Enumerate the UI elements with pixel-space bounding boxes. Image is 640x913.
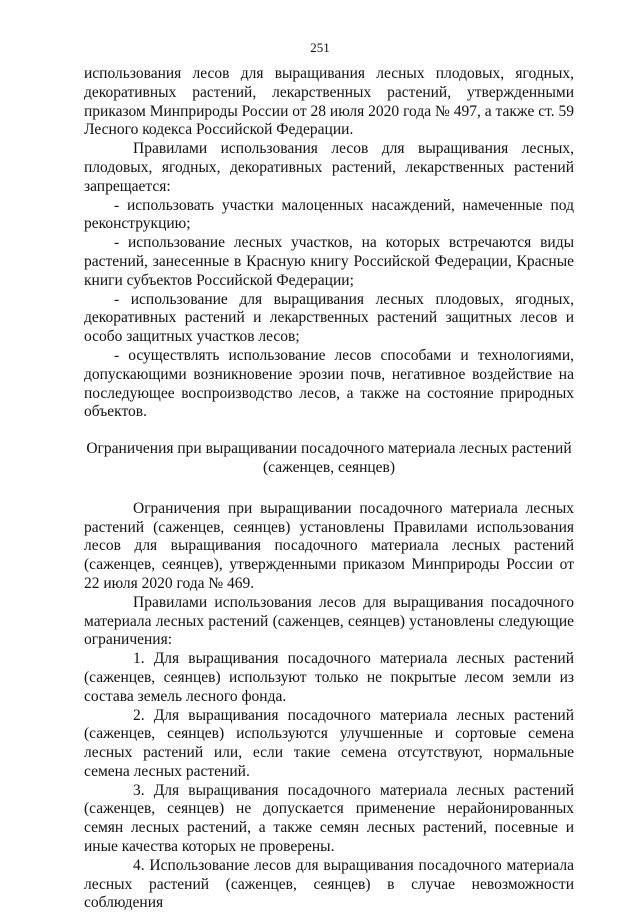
list-item: - использование для выращивания лесных плодовых, ягодных, декоративных растений и лекарственных растений защитных лесов и особо защитных участков лесов; — [84, 290, 574, 346]
paragraph-restrictions-list-intro: Правилами использования лесов для выращивания посадочного материала лесных растений (саженцев, сеянцев) установлены следующие ограничения: — [84, 593, 574, 649]
page-number: 251 — [310, 40, 330, 55]
list-item: - использование лесных участков, на которых встречаются виды растений, занесенные в Красную книгу Российской Федерации, Красные книги субъектов Российской Федерации; — [84, 234, 574, 289]
numbered-item: 1. Для выращивания посадочного материала лесных растений (саженцев, сеянцев) используют только не покрытые лесом земли из состава земель лесного фонда. — [84, 650, 574, 705]
list-item: - осуществлять использование лесов способами и технологиями, допускающими возникновение эрозии почв, негативное воздействие на последующее воспроизводство лесов, а также на состояние природных объектов. — [84, 346, 574, 421]
numbered-item: 2. Для выращивания посадочного материала лесных растений (саженцев, сеянцев) используются улучшенные и сортовые семена лесных растений или, если такие семена отсутствуют, нормальные семена лесных растений. — [84, 706, 574, 780]
section-heading-line-2: (саженцев, сеянцев) — [262, 458, 396, 476]
numbered-item: 4. Использование лесов для выращивания посадочного материала лесных растений (саженцев, сеянцев) в случае невозможности соблюдения — [84, 856, 574, 912]
paragraph-restrictions-intro: Ограничения при выращивании посадочного материала лесных растений (саженцев, сеянцев) установлены Правилами использования лесов для выращивания посадочного материала лесных растений (саженцев, сеянцев), утвержденными приказом Минприроды России от 22 июля 2020 года № 469. — [84, 499, 574, 592]
paragraph-continuation: использования лесов для выращивания лесных плодовых, ягодных, декоративных растений, лекарственных растений, утвержденными приказом Минприроды России от 28 июля 2020 года № 497, а также ст. 59 Лесного кодекса Российской Федерации. — [84, 65, 574, 139]
numbered-item: 3. Для выращивания посадочного материала лесных растений (саженцев, сеянцев) не допускается применение нерайонированных семян лесных растений, а также семян лесных растений, посевные и иные качества которых не проверены. — [84, 781, 574, 856]
document-body — [84, 65, 574, 913]
list-item: - использовать участки малоценных насаждений, намеченные под реконструкцию; — [84, 196, 574, 233]
paragraph-prohibitions-intro: Правилами использования лесов для выращивания лесных, плодовых, ягодных, декоративных растений, лекарственных растений запрещается: — [84, 140, 574, 195]
section-heading — [84, 440, 574, 478]
section-heading-line-1: Ограничения при выращивании посадочного материала лесных растений — [86, 440, 572, 458]
